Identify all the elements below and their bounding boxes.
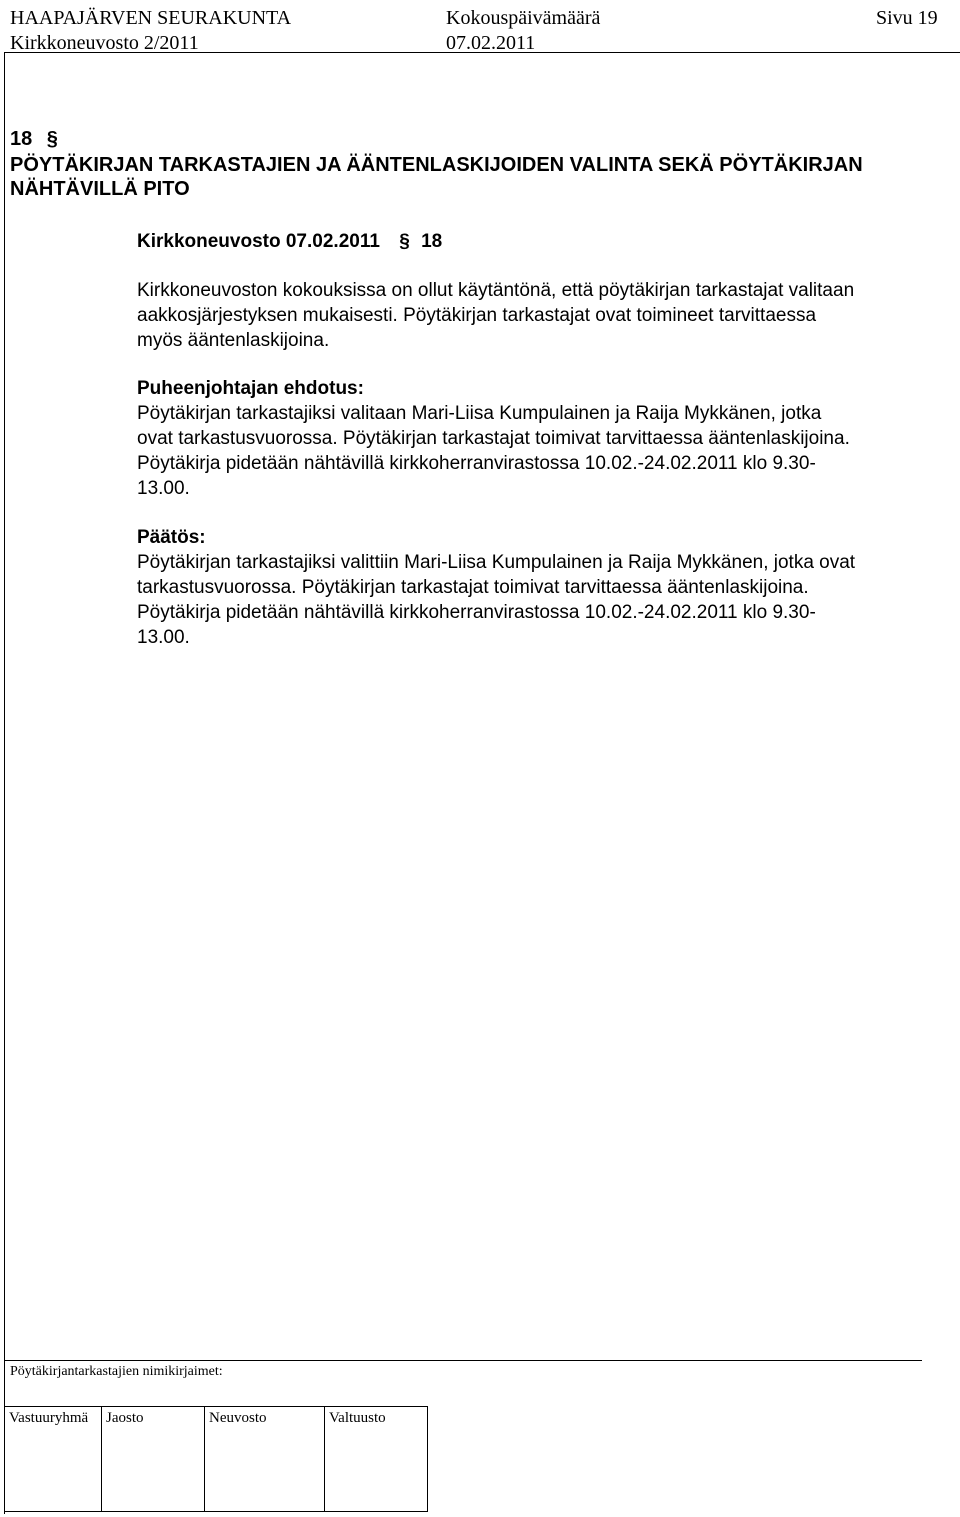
proposal-line: 13.00.	[137, 478, 190, 499]
approval-row	[5, 1407, 428, 1512]
signature-rule	[4, 1360, 922, 1361]
proposal-section	[137, 376, 850, 501]
section-symbol: §	[46, 128, 58, 150]
section-number: 18	[10, 128, 33, 150]
decision-section	[137, 525, 855, 650]
decision-line: Pöytäkirjan tarkastajiksi valittiin Mari-Liisa Kumpulainen ja Raija Mykkänen, jotka ovat	[137, 552, 856, 573]
proposal-heading: Puheenjohtajan ehdotus:	[137, 378, 364, 399]
intro-line: aakkosjärjestyksen mukaisesti. Pöytäkirjan tarkastajat ovat toimineet tarvittaessa	[137, 305, 817, 326]
proposal-line: Pöytäkirjan tarkastajiksi valitaan Mari-Liisa Kumpulainen ja Raija Mykkänen, jotka	[137, 403, 822, 424]
decision-heading: Päätös:	[137, 527, 206, 548]
page-number: Sivu 19	[876, 7, 938, 29]
signature-label: Pöytäkirjantarkastajien nimikirjaimet:	[10, 1364, 223, 1379]
meeting-date: 07.02.2011	[446, 32, 536, 54]
meeting-reference-text: Kirkkoneuvosto 07.02.2011	[137, 231, 380, 252]
section-title-line-1: PÖYTÄKIRJAN TARKASTAJIEN JA ÄÄNTENLASKIJOIDEN VALINTA SEKÄ PÖYTÄKIRJAN	[10, 154, 863, 176]
reference-section-symbol: §	[399, 231, 410, 252]
meeting-reference	[137, 229, 442, 254]
approval-cell-valtuusto: Valtuusto	[325, 1407, 428, 1512]
decision-line: tarkastusvuorossa. Pöytäkirjan tarkastajat toimivat tarvittaessa ääntenlaskijoina.	[137, 577, 809, 598]
approval-table	[4, 1406, 428, 1512]
organization-name: HAAPAJÄRVEN SEURAKUNTA	[10, 7, 292, 29]
decision-line: 13.00.	[137, 627, 190, 648]
approval-cell-jaosto: Jaosto	[102, 1407, 205, 1512]
intro-paragraph	[137, 278, 854, 353]
intro-line: myös ääntenlaskijoina.	[137, 330, 330, 351]
section-title-line-2: NÄHTÄVILLÄ PITO	[10, 178, 190, 200]
frame-left-rule	[4, 52, 5, 1514]
proposal-line: Pöytäkirja pidetään nähtävillä kirkkoherranvirastossa 10.02.-24.02.2011 klo 9.30-	[137, 453, 816, 474]
frame-top-rule	[4, 52, 960, 53]
intro-line: Kirkkoneuvoston kokouksissa on ollut käytäntönä, että pöytäkirjan tarkastajat valitaan	[137, 280, 855, 301]
section-heading-number	[10, 128, 58, 151]
proposal-line: ovat tarkastusvuorossa. Pöytäkirjan tarkastajat toimivat tarvittaessa ääntenlaskijoina.	[137, 428, 850, 449]
reference-section-number: 18	[421, 231, 443, 252]
date-label: Kokouspäivämäärä	[446, 7, 601, 29]
approval-cell-neuvosto: Neuvosto	[205, 1407, 325, 1512]
meeting-name: Kirkkoneuvosto 2/2011	[10, 32, 199, 54]
decision-line: Pöytäkirja pidetään nähtävillä kirkkoherranvirastossa 10.02.-24.02.2011 klo 9.30-	[137, 602, 816, 623]
approval-cell-vastuuryhma: Vastuuryhmä	[5, 1407, 102, 1512]
